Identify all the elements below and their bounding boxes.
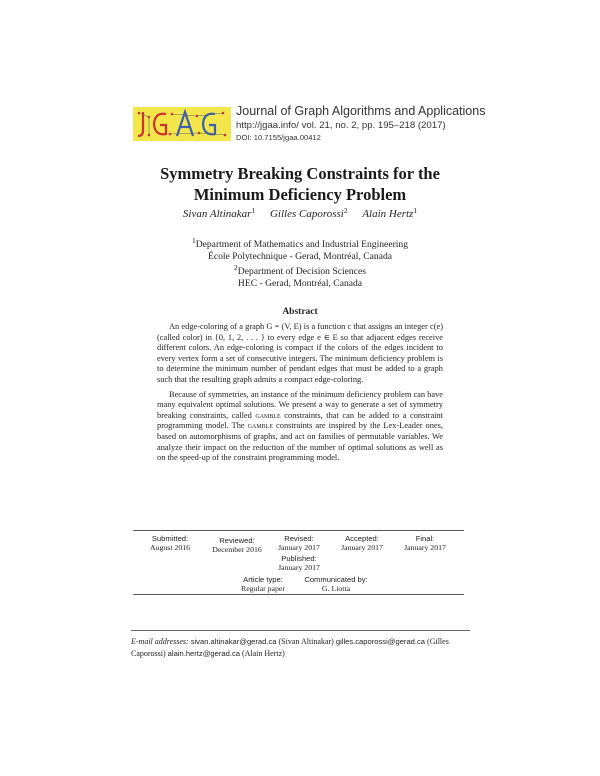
- author-3-name: Alain Hertz: [362, 208, 414, 220]
- abstract-p2-part-b: constraints, that can be added to a constraint programming model. The: [157, 410, 444, 431]
- title-line-1: Symmetry Breaking Constraints for the: [160, 164, 440, 183]
- author-2-name: Gilles Caporossi: [269, 208, 344, 220]
- email-link-3[interactable]: alain.hertz@gerad.ca: [167, 649, 240, 658]
- article-type-label: Article type:: [243, 575, 283, 584]
- affiliation-1-department: Department of Mathematics and Industrial Engineering: [195, 239, 409, 250]
- journal-logo: [133, 107, 231, 141]
- paper-title: [120, 163, 480, 205]
- reviewed-date: December 2016: [212, 545, 262, 554]
- email-owner-3: (Alain Hertz): [241, 649, 285, 658]
- submitted-label: Submitted:: [151, 534, 189, 543]
- journal-name: Journal of Graph Algorithms and Applications: [236, 104, 486, 118]
- author-2-aff: 2: [343, 206, 348, 215]
- abstract-paragraph-1: An edge-coloring of a graph G = (V, E) is a function c that assigns an integer c(e) (called color) in {0, 1, 2, . . . } to every edge e ∈ E so that adjacent edges receive different colors. An edge-coloring is compact if the colors of the edges incident to every vertex form a set of consecutive integers. The minimum deficiency problem is to determine the minimum number of pendant edges that must be added to a graph such that the resulting graph admits a compact edge-coloring.: [157, 322, 443, 384]
- title-line-2: Minimum Deficiency Problem: [193, 185, 407, 204]
- revised-date: January 2017: [278, 543, 320, 552]
- author-3: [362, 208, 417, 220]
- footnote-rule: [131, 630, 470, 631]
- email-link-2[interactable]: gilles.caporossi@gerad.ca: [335, 637, 426, 646]
- final-label: Final:: [415, 534, 435, 543]
- author-2: [270, 208, 348, 220]
- communicated-by: G. Liotta: [321, 584, 351, 593]
- affiliation-1-line-1: [120, 235, 480, 251]
- affiliation-2-line-2: HEC - Gerad, Montréal, Canada: [237, 277, 363, 289]
- affiliations: [120, 235, 480, 289]
- published-cell: [254, 554, 344, 572]
- affiliation-2-number: 2: [234, 263, 238, 273]
- email-link-1[interactable]: sivan.altinakar@gerad.ca: [190, 637, 277, 646]
- submitted-date: August 2016: [149, 543, 191, 552]
- affiliation-1-line-2: École Polytechnique - Gerad, Montréal, Canada: [207, 250, 393, 262]
- affiliation-2-department: Department of Decision Sciences: [237, 266, 366, 278]
- communicated-label: Communicated by:: [304, 575, 368, 584]
- published-label: Published:: [281, 554, 317, 563]
- abstract-p2-part-c: constraints are inspired by the Lex-Leader ones, based on automorphisms of graphs, and act on families of permutable variables. We analyze their impact on the reduction of the number of optimal solutions as well as on the speed-up of the constraint programming model.: [157, 421, 443, 463]
- gamble-term-1: gamble: [255, 410, 281, 420]
- affiliation-2-line-1: [120, 262, 480, 278]
- final-cell: [380, 534, 470, 552]
- abstract-paragraph-2: [157, 390, 443, 464]
- email-owner-2: (Gilles Caporossi): [131, 637, 449, 658]
- email-owner-1: (Sivan Altinakar): [278, 637, 334, 646]
- author-3-aff: 1: [413, 206, 418, 215]
- abstract-p2-part-a: Because of symmetries, an instance of the minimum deficiency problem can have many equivalent optimal solutions. We present a way to generate a set of symmetry breaking constraints, called: [157, 389, 443, 420]
- affiliation-1-number: 1: [191, 236, 196, 245]
- email-label: E-mail addresses:: [131, 637, 189, 646]
- email-footnote: [131, 636, 471, 660]
- gamble-term-2: gamble: [247, 421, 273, 431]
- author-1: [183, 208, 255, 220]
- journal-info: [236, 104, 496, 143]
- journal-doi[interactable]: DOI: 10.7155/jgaa.00412: [236, 133, 321, 142]
- revised-label: Revised:: [284, 534, 314, 543]
- reviewed-label: Reviewed:: [219, 536, 255, 545]
- author-1-aff: 1: [251, 206, 256, 215]
- accepted-date: January 2017: [341, 543, 383, 552]
- published-date: January 2017: [278, 563, 320, 572]
- submission-info: [133, 530, 464, 595]
- accepted-label: Accepted:: [345, 534, 379, 543]
- journal-citation[interactable]: http://jgaa.info/ vol. 21, no. 2, pp. 195–218 (2017): [236, 120, 446, 131]
- abstract-body: [157, 322, 443, 464]
- final-date: January 2017: [404, 543, 446, 552]
- author-1-name: Sivan Altinakar: [182, 208, 252, 220]
- communicated-cell: [291, 575, 381, 593]
- abstract-heading: Abstract: [282, 307, 318, 317]
- article-type: Regular paper: [241, 584, 285, 593]
- author-list: [120, 206, 480, 220]
